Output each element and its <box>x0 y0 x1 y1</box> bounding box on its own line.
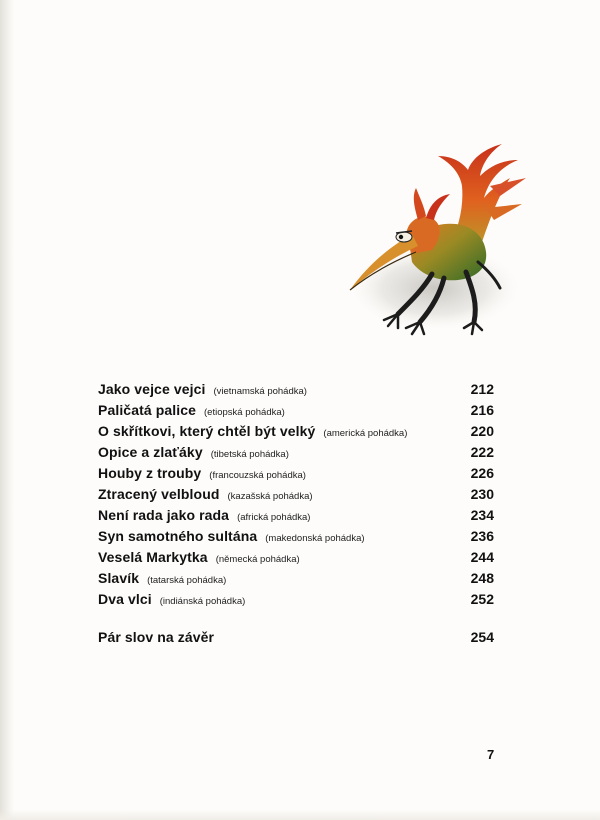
toc-entry-title: Opice a zlaťáky <box>98 444 203 460</box>
toc-entry-page: 230 <box>470 486 494 502</box>
toc-entry-title: Houby z trouby <box>98 465 202 481</box>
toc-entry-title: O skřítkovi, který chtěl být velký <box>98 423 316 439</box>
toc-entry-page: 252 <box>470 591 494 607</box>
toc-entry[interactable] <box>98 526 494 547</box>
toc-entry-origin: (etiopská pohádka) <box>204 407 285 418</box>
toc-entry-page: 212 <box>470 381 494 397</box>
toc-entry-origin: (kazašská pohádka) <box>227 491 313 502</box>
page-bottom-edge <box>0 810 600 820</box>
toc-entry-title: Paličatá palice <box>98 402 197 418</box>
toc-entry-page: 236 <box>470 528 494 544</box>
page-binding-shadow <box>0 0 14 820</box>
toc-entry[interactable] <box>98 547 494 568</box>
toc-entry[interactable] <box>98 421 494 442</box>
toc-entry-origin: (tibetská pohádka) <box>210 449 289 460</box>
toc-entry-page: 220 <box>470 423 494 439</box>
page-number: 7 <box>487 747 495 762</box>
toc-entry[interactable] <box>98 400 494 421</box>
toc-entry[interactable] <box>98 589 494 610</box>
bird-creature-icon <box>340 138 530 338</box>
toc-entry[interactable] <box>98 505 494 526</box>
toc-entry-origin: (tatarská pohádka) <box>147 575 227 586</box>
toc-entry-page: 226 <box>470 465 494 481</box>
toc-closing-entry[interactable] <box>98 627 494 648</box>
toc-entry-origin: (francouzská pohádka) <box>209 470 306 481</box>
toc-entry-origin: (indiánská pohádka) <box>159 596 246 607</box>
toc-closing-title: Pár slov na závěr <box>98 629 215 645</box>
toc-entry-origin: (německá pohádka) <box>215 554 300 565</box>
toc-entry-title: Syn samotného sultána <box>98 528 258 544</box>
toc-entry-page: 244 <box>470 549 494 565</box>
toc-closing-page: 254 <box>470 629 494 645</box>
toc-entry[interactable] <box>98 568 494 589</box>
toc-entry-title: Jako vejce vejci <box>98 381 206 397</box>
table-of-contents <box>98 379 494 610</box>
toc-entry-title: Dva vlci <box>98 591 152 607</box>
toc-entry-title: Ztracený velbloud <box>98 486 220 502</box>
toc-entry-title: Veselá Markytka <box>98 549 208 565</box>
toc-entry[interactable] <box>98 484 494 505</box>
toc-entry-page: 216 <box>470 402 494 418</box>
toc-entry-origin: (africká pohádka) <box>237 512 311 523</box>
toc-entry-page: 248 <box>470 570 494 586</box>
toc-entry-origin: (makedonská pohádka) <box>265 533 365 544</box>
toc-entry-origin: (vietnamská pohádka) <box>213 386 307 397</box>
toc-entry-title: Slavík <box>98 570 140 586</box>
toc-entry-title: Není rada jako rada <box>98 507 230 523</box>
toc-entry-origin: (americká pohádka) <box>323 428 408 439</box>
toc-entry[interactable] <box>98 442 494 463</box>
toc-entry-page: 222 <box>470 444 494 460</box>
toc-entry[interactable] <box>98 379 494 400</box>
toc-entry-page: 234 <box>470 507 494 523</box>
toc-entry[interactable] <box>98 463 494 484</box>
